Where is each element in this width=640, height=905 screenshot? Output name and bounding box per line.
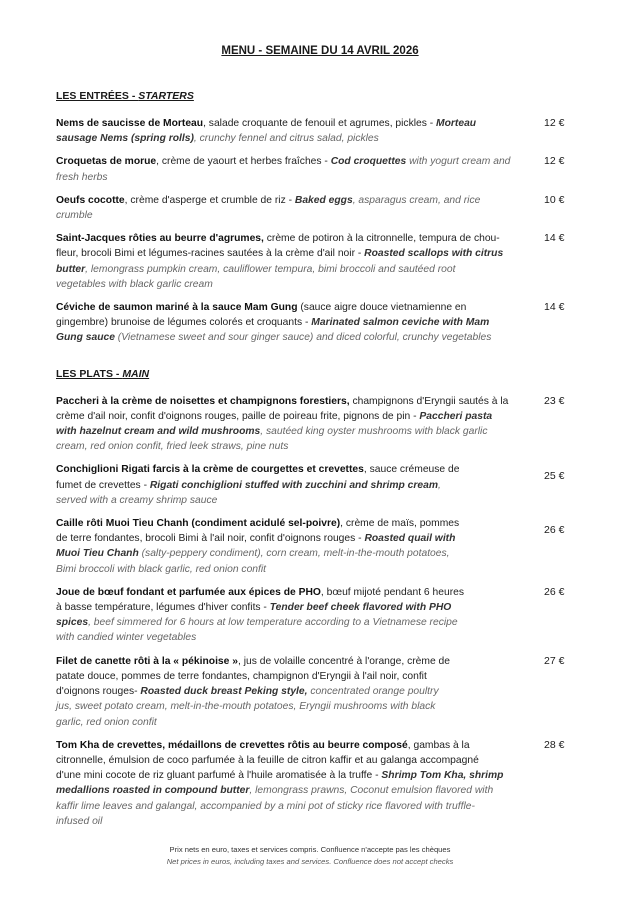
menu-item-price: 14 € (544, 232, 565, 245)
dish-details-en: , served with a creamy shrimp sauce (56, 479, 441, 506)
section-heading-en: MAIN (122, 367, 150, 380)
menu-item-price: 12 € (544, 117, 565, 129)
dish-details-en: with yogurt cream and fresh herbs (56, 156, 511, 183)
menu-section (56, 90, 576, 346)
menu-item-price: 12 € (544, 155, 565, 168)
dish-name-en: Roasted scallops with citrus butter (56, 248, 504, 275)
dish-details-fr: , crème de maïs, pommes de terre fondantes, brocoli Bimi à l'ail noir, confit d'oignons rouges - (56, 518, 460, 545)
menu-item-price: 28 € (544, 738, 565, 751)
menu-item-description (56, 154, 518, 184)
menu-item-description (56, 585, 466, 646)
menu-item-price: 10 € (544, 193, 565, 206)
dish-name-fr: Filet de canette rôti à la « pékinoise » (56, 655, 238, 667)
menu-item (56, 300, 576, 346)
menu-item-price: 25 € (544, 470, 565, 483)
dish-name-en: Morteau sausage Nems (spring rolls) (56, 118, 477, 145)
menu-item-description (56, 394, 514, 455)
dish-details-fr: , jus de volaille concentré à l'orange, crème de patate douce, pommes de terre fondantes, champignon d'Eryngii à l'ail noir, confit d'oignons rouges- (56, 655, 451, 698)
dish-name-fr: Tom Kha de crevettes, médaillons de crevettes rôtis au beurre composé (56, 739, 408, 751)
dish-name-en: Marinated salmon ceviche with Mam Gung sauce (56, 317, 490, 344)
dish-name-en: Tender beef cheek flavored with PHO spices (56, 602, 452, 629)
dish-name-fr: Céviche de saumon mariné à la sauce Mam Gung (56, 302, 298, 314)
section-heading-en: STARTERS (138, 90, 194, 102)
dish-details-fr: , salade croquante de fenouil et agrumes, pickles - (203, 118, 437, 129)
menu-item-description (56, 300, 496, 346)
dish-details-en: concentrated orange poultry jus, sweet potato cream, melt-in-the-mouth potatoes, Eryngii mushrooms with black garlic, red onion confit (56, 686, 439, 728)
dish-name-fr: Conchiglioni Rigati farcis à la crème de courgettes et crevettes (56, 464, 364, 476)
menu-title: MENU - SEMAINE DU 14 AVRIL 2026 (221, 45, 419, 57)
menu-item (56, 462, 576, 508)
dish-name-fr: Nems de saucisse de Morteau (56, 118, 204, 129)
dish-name-en: Rigati conchiglioni stuffed with zucchini and shrimp cream (149, 479, 439, 491)
menu-item-price: 14 € (544, 301, 565, 314)
dish-details-fr: (sauce aigre douce vietnamienne en gingembre) brunoise de légumes colorés et croquants - (56, 302, 467, 329)
dish-details-en: , sautéed king oyster mushrooms with black garlic cream, red onion confit, fried leek straws, pine nuts (56, 426, 488, 453)
dish-name-en: Roasted quail with Muoi Tieu Chanh (56, 533, 456, 560)
menu-item (56, 738, 576, 829)
menu-item-description (56, 116, 518, 146)
menu-item-description (56, 231, 506, 292)
section-heading (56, 368, 576, 380)
dish-details-en: , crunchy fennel and citrus salad, pickles (193, 133, 379, 145)
dish-details-en: , lemongrass prawns, Coconut emulsion flavored with kaffir lime leaves and galangal, accompanied by a mini pot of sticky rice flavored with truffle-infused oil (56, 785, 494, 827)
section-heading-fr: LES PLATS - (56, 367, 123, 380)
dish-name-fr: Saint-Jacques rôties au beurre d'agrumes, (56, 233, 264, 245)
dish-details-en: (salty-peppery condiment), corn cream, melt-in-the-mouth potatoes, Bimi broccoli with black garlic, red onion confit (56, 548, 450, 575)
menu-item-price: 23 € (544, 394, 565, 407)
menu-item-description (56, 193, 488, 223)
dish-details-fr: , crème d'asperge et crumble de riz - (124, 194, 295, 206)
menu-section (56, 368, 576, 829)
section-heading-fr: LES ENTRÉES - (56, 90, 139, 102)
menu-item-price: 26 € (544, 585, 565, 598)
menu-content (56, 90, 576, 837)
dish-details-en: (Vietnamese sweet and sour ginger sauce) and diced colorful, crunchy vegetables (114, 332, 492, 344)
dish-name-fr: Caille rôti Muoi Tieu Chanh (condiment acidulé sel-poivre) (56, 518, 341, 530)
menu-item-price: 26 € (544, 524, 565, 537)
dish-details-fr: , bœuf mijoté pendant 6 heures à basse température, légumes d'hiver confits - (56, 586, 465, 614)
dish-details-fr: , gambas à la citronnelle, émulsion de coco parfumée à la feuille de citron kaffir et au galanga accompagné d'une mini cocote de riz gluant parfumé à l'huile aromatisée à la truffe - (56, 739, 479, 782)
dish-name-en: Cod croquettes (330, 156, 407, 168)
dish-details-en: , lemongrass pumpkin cream, cauliflower tempura, bimi broccoli and sautéed root vegetables with black garlic cream (56, 263, 456, 290)
dish-details-fr: , sauce crémeuse de fumet de crevettes - (56, 464, 460, 491)
dish-name-fr: Croquetas de morue (56, 156, 157, 168)
dish-name-fr: Joue de bœuf fondant et parfumée aux épices de PHO (56, 586, 321, 598)
menu-item (56, 154, 576, 184)
dish-name-en: Paccheri pasta with hazelnut cream and wild mushrooms (56, 410, 493, 438)
menu-item (56, 516, 576, 577)
menu-item (56, 394, 576, 455)
dish-details-fr: crème de potiron à la citronnelle, tempura de chou-fleur, brocoli Bimi et légumes-racines sautées à la crème d'ail noir - (56, 233, 500, 260)
menu-item-description (56, 462, 466, 508)
dish-name-en: Roasted duck breast Peking style, (140, 686, 308, 698)
menu-item (56, 193, 576, 223)
dish-details-fr: , crème de yaourt et herbes fraîches - (156, 156, 331, 168)
menu-item-description (56, 654, 456, 730)
dish-name-en: Baked eggs (294, 194, 353, 206)
dish-details-en: , beef simmered for 6 hours at low temperature according to a Vietnamese recipe with candied winter vegetables (56, 617, 458, 644)
menu-item-description (56, 738, 506, 829)
footer-note-en: Net prices in euros, including taxes and services. Confluence does not accept checks (166, 857, 454, 866)
menu-item-description (56, 516, 466, 577)
menu-item (56, 116, 576, 146)
section-heading (56, 90, 576, 102)
dish-details-en: , asparagus cream, and rice crumble (56, 194, 481, 222)
dish-details-fr: champignons d'Eryngii sautés à la crème d'ail noir, confit d'oignons rouges, paille de poireau frite, pignons de pin - (56, 395, 509, 422)
menu-item (56, 585, 576, 646)
dish-name-fr: Paccheri à la crème de noisettes et champignons forestiers, (56, 395, 350, 407)
menu-item-price: 27 € (544, 654, 565, 667)
footer-note-fr: Prix nets en euro, taxes et services compris. Confluence n'accepte pas les chèques (169, 845, 451, 854)
menu-item (56, 231, 576, 292)
dish-name-fr: Oeufs cocotte (56, 194, 125, 206)
dish-name-en: Shrimp Tom Kha, shrimp medallions roasted in compound butter (56, 770, 504, 797)
menu-item (56, 654, 576, 730)
